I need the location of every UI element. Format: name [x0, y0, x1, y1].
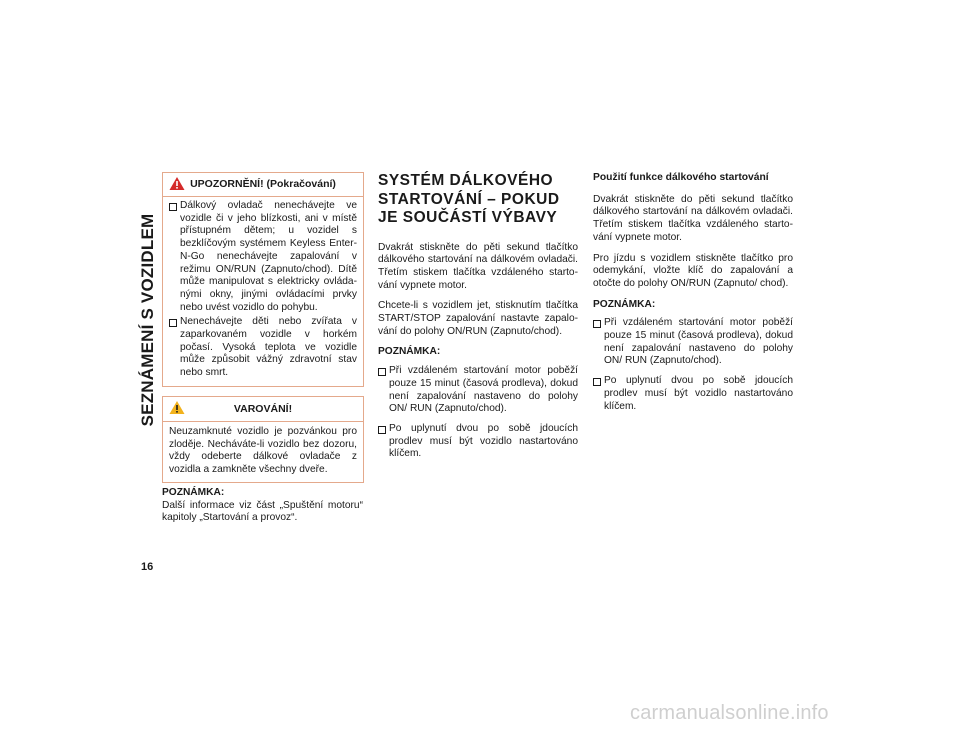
paragraph: Dvakrát stiskněte do pěti sekund tlačítko dálkového startování na dálkovém ovladači. Třetím stiskem tlačítka vzdáleného starto-vání vypnete motor. — [378, 241, 578, 291]
note-item: Po uplynutí dvou po sobě jdoucích prodlev musí být vozidlo nastartováno klíčem. — [593, 375, 793, 413]
left-note-text: Další informace viz část „Spuštění motoru“ kapitoly „Startování a provoz“. — [162, 499, 363, 524]
right-column — [593, 172, 793, 421]
paragraph: Dvakrát stiskněte do pěti sekund tlačítko dálkového startování na dálkovém ovladači. Třetím stiskem tlačítka vzdáleného starto-vání vypnete motor. — [593, 193, 793, 243]
warning-list — [163, 197, 363, 386]
page-number: 16 — [141, 561, 154, 573]
warning-box — [162, 172, 364, 387]
paragraph: Chcete-li s vozidlem jet, stisknutím tlačítka START/STOP zapalování nastavte zapalo-vání do polohy ON/RUN (Zapnuto/chod). — [378, 300, 578, 337]
chapter-title: SEZNÁMENÍ S VOZIDLEM — [138, 213, 157, 427]
chapter-side-tab — [137, 170, 159, 470]
subsection-heading: Použití funkce dálkového startování — [593, 172, 769, 183]
paragraph: Pro jízdu s vozidlem stiskněte tlačítko pro odemykání, vložte klíč do zapalování a otočte do polohy ON/RUN (Zapnuto/ chod). — [593, 252, 793, 289]
warning-item: Nenechávejte děti nebo zvířata v zaparkovaném vozidle v horkém počasí. Vysoká teplota ve vozidle může způsobit vážný zdravotní stav nebo smrt. — [169, 316, 357, 380]
section-heading: SYSTÉM DÁLKOVÉHO STARTOVÁNÍ – POKUD JE SOUČÁSTÍ VÝBAVY — [378, 172, 560, 226]
note-item: Při vzdáleném startování motor poběží pouze 15 minut (časová prodleva), dokud není zapalování nastaveno do polohy ON/ RUN (Zapnuto/chod). — [593, 317, 793, 368]
warning-box-header — [163, 173, 363, 197]
warning-triangle-icon — [169, 176, 185, 191]
caution-box-header — [163, 397, 363, 422]
warning-box-title: UPOZORNĚNÍ! (Pokračování) — [190, 178, 336, 190]
caution-box-text: Neuzamknuté vozidlo je pozvánkou pro zloděje. Necháváte-li vozidlo bez dozoru, vždy odeberte dálkové ovladače z vozidla a zamkněte všechny dveře. — [169, 426, 357, 476]
note-item: Při vzdáleném startování motor poběží pouze 15 minut (časová prodleva), dokud není zapalování nastaveno do polohy ON/ RUN (Zapnuto/chod). — [378, 365, 578, 416]
note-list — [378, 365, 578, 461]
watermark: carmanualsonline.info — [630, 702, 829, 724]
left-note-label: POZNÁMKA: — [162, 487, 225, 498]
caution-box — [162, 396, 364, 483]
note-item: Po uplynutí dvou po sobě jdoucích prodlev musí být vozidlo nastartováno klíčem. — [378, 423, 578, 461]
caution-triangle-icon — [169, 400, 185, 415]
note-label: POZNÁMKA: — [378, 346, 441, 358]
warning-item: Dálkový ovladač nenechávejte ve vozidle či v jeho blízkosti, ani v místě přístupném dětem; u vozidel s bezklíčovým systémem Keyless Enter-N-Go nenechávejte zapalování v režimu ON/RUN (Zapnuto/chod). Dítě může manipulovat s elektricky ovláda-nými okny, jinými ovládacími prvky nebo uvést vozidlo do pohybu. — [169, 200, 357, 314]
note-label: POZNÁMKA: — [593, 298, 656, 310]
caution-box-title: VAROVÁNÍ! — [233, 403, 293, 415]
left-note — [162, 487, 363, 533]
note-list — [593, 317, 793, 413]
middle-column — [378, 172, 578, 469]
